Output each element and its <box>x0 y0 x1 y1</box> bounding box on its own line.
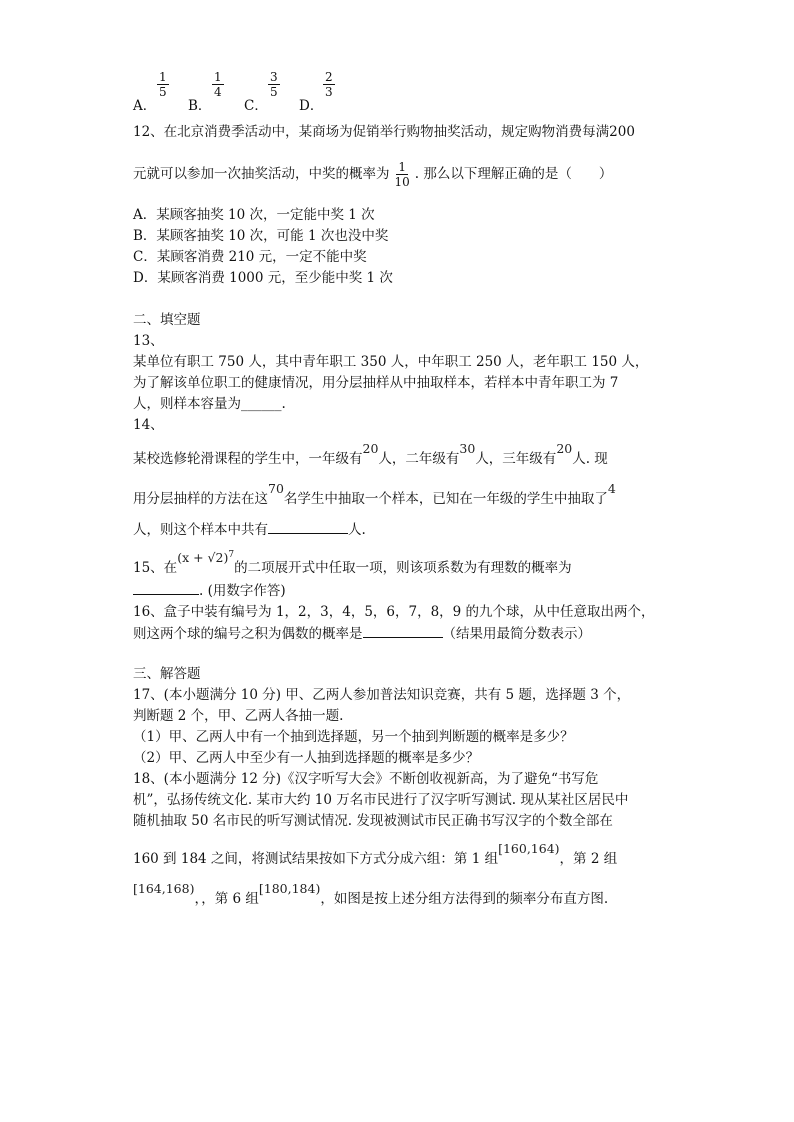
q18-line4: 160 到 184 之间，将测试结果按如下方式分成六组：第 1 组[160,164)，第 2 组 <box>133 841 618 867</box>
q13-line1: 某单位有职工 750 人，其中青年职工 350 人，中年职工 250 人，老年职工 150 人， <box>133 354 649 370</box>
answer-blank <box>363 624 443 638</box>
q18-line2: 机”，弘扬传统文化. 某市大约 10 万名市民进行了汉字听写测试. 现从某社区居民中 <box>133 792 629 808</box>
q13-line2: 为了解该单位职工的健康情况，用分层抽样从中抽取样本，若样本中青年职工为 7 <box>133 375 619 391</box>
answer-blank <box>133 581 199 595</box>
q12-option-b: B．某顾客抽奖 10 次，可能 1 次也没中奖 <box>133 228 389 244</box>
q12-stem-line1: 12、在北京消费季活动中，某商场为促销举行购物抽奖活动，规定购物消费每满200 <box>133 124 635 140</box>
fraction: $\frac{1}{4}$ <box>214 70 222 99</box>
q18-line1: 18、(本小题满分 12 分)《汉字听写大会》不断创收视新高，为了避免“书写危 <box>133 771 599 787</box>
fraction: $\frac{3}{5}$ <box>270 70 278 99</box>
q17-part1: （1）甲、乙两人中有一个抽到选择题，另一个抽到判断题的概率是多少？ <box>133 729 574 745</box>
q15-line2: . (用数字作答) <box>133 581 286 600</box>
binomial-expression: $(x + √2)^7$ <box>177 550 235 566</box>
q12-option-d: D．某顾客消费 1000 元，至少能中奖 1 次 <box>133 270 393 286</box>
q13-line3: 人，则样本容量为______. <box>133 396 286 412</box>
answer-blank <box>268 520 348 534</box>
q17-part2: （2）甲、乙两人中至少有一人抽到选择题的概率是多少？ <box>133 750 480 766</box>
fraction: $\frac{1}{5}$ <box>159 70 167 99</box>
q12-option-c: C．某顾客消费 210 元，一定不能中奖 <box>133 249 367 265</box>
q18-line3: 随机抽取 50 名市民的听写测试情况. 发现被测试市民正确书写汉字的个数全部在 <box>133 813 613 829</box>
section-title-fill-in: 二、填空题 <box>133 312 201 328</box>
q12-option-a: A．某顾客抽奖 10 次，一定能中奖 1 次 <box>133 207 375 223</box>
q13-number: 13、 <box>133 333 164 349</box>
q14-number: 14、 <box>133 417 164 433</box>
q16-line2: 则这两个球的编号之积为偶数的概率是 （结果用最简分数表示） <box>133 626 591 642</box>
q17-line2: 判断题 2 个，甲、乙两人各抽一题. <box>133 708 344 724</box>
q15-line1: 15、在$(x + √2)^7$的二项展开式中任取一项，则该项系数为有理数的概率为 <box>133 550 572 577</box>
fraction: $\frac{1}{10}$ <box>394 160 410 189</box>
q18-line5: [164,168)，，第 6 组[180,184)，如图是按上述分组方法得到的频率分布直方图. <box>133 881 609 907</box>
q16-line1: 16、盒子中装有编号为 1，2，3，4，5，6，7，8，9 的九个球，从中任意取出两个， <box>133 604 655 620</box>
q14-line2: 用分层抽样的方法在这70名学生中抽取一个样本，已知在一年级的学生中抽取了4 <box>133 481 616 507</box>
q14-line1: 某校选修轮滑课程的学生中，一年级有20人，二年级有30人，三年级有20人. 现 <box>133 441 608 467</box>
section-title-solutions: 三、解答题 <box>133 666 201 682</box>
q12-stem-line2: 元就可以参加一次抽奖活动，中奖的概率为 $\frac{1}{10}$ . 那么以下理解正确的是（ ） <box>133 160 613 189</box>
q14-line3: 人，则这个样本中共有 人. <box>133 522 366 538</box>
fraction: $\frac{2}{3}$ <box>325 70 333 99</box>
q17-line1: 17、(本小题满分 10 分) 甲、乙两人参加普法知识竞赛，共有 5 题，选择题 3 个， <box>133 687 631 703</box>
